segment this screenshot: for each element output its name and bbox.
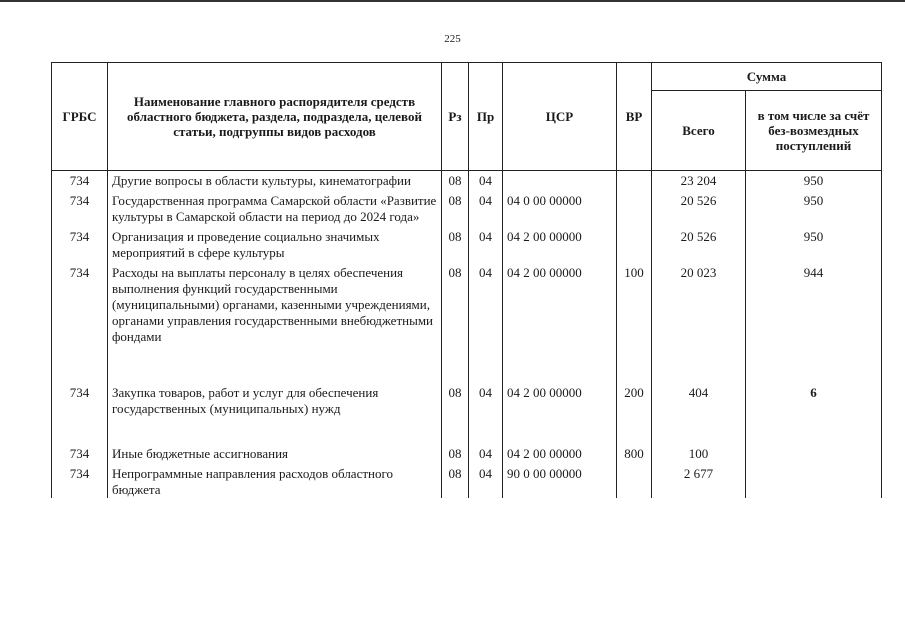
table-header bbox=[52, 63, 882, 171]
cell-pr: 04 bbox=[469, 385, 503, 446]
table-body bbox=[52, 171, 882, 499]
cell-incl: 950 bbox=[746, 171, 882, 194]
cell-rz: 08 bbox=[442, 171, 469, 194]
table-row bbox=[52, 229, 882, 265]
cell-csr: 04 0 00 00000 bbox=[503, 193, 617, 229]
cell-pr: 04 bbox=[469, 466, 503, 498]
cell-total: 100 bbox=[652, 446, 746, 466]
cell-rz: 08 bbox=[442, 385, 469, 446]
cell-total: 2 677 bbox=[652, 466, 746, 498]
table-row bbox=[52, 265, 882, 385]
header-pr: Пр bbox=[469, 63, 503, 171]
table-row bbox=[52, 193, 882, 229]
cell-csr: 04 2 00 00000 bbox=[503, 229, 617, 265]
cell-name: Государственная программа Самарской области «Развитие культуры в Самарской области на период до 2024 года» bbox=[108, 193, 442, 229]
cell-vr: 200 bbox=[617, 385, 652, 446]
budget-table bbox=[51, 62, 882, 498]
cell-vr: 100 bbox=[617, 265, 652, 385]
cell-name: Закупка товаров, работ и услуг для обеспечения государственных (муниципальных) нужд bbox=[108, 385, 442, 446]
cell-grbs: 734 bbox=[52, 265, 108, 385]
cell-grbs: 734 bbox=[52, 171, 108, 194]
cell-rz: 08 bbox=[442, 229, 469, 265]
table-row bbox=[52, 385, 882, 446]
cell-total: 20 023 bbox=[652, 265, 746, 385]
cell-vr bbox=[617, 466, 652, 498]
cell-total: 20 526 bbox=[652, 229, 746, 265]
cell-name: Расходы на выплаты персоналу в целях обеспечения выполнения функций государственными (муниципальными) органами, казенными учреждениями, органами управления государственными внебюджетными фондами bbox=[108, 265, 442, 385]
cell-name: Непрограммные направления расходов областного бюджета bbox=[108, 466, 442, 498]
cell-total: 20 526 bbox=[652, 193, 746, 229]
cell-rz: 08 bbox=[442, 265, 469, 385]
header-grbs: ГРБС bbox=[52, 63, 108, 171]
cell-pr: 04 bbox=[469, 265, 503, 385]
table-row bbox=[52, 171, 882, 194]
header-csr: ЦСР bbox=[503, 63, 617, 171]
table-row bbox=[52, 466, 882, 498]
cell-pr: 04 bbox=[469, 229, 503, 265]
cell-csr: 04 2 00 00000 bbox=[503, 446, 617, 466]
cell-rz: 08 bbox=[442, 193, 469, 229]
cell-rz: 08 bbox=[442, 446, 469, 466]
cell-pr: 04 bbox=[469, 171, 503, 194]
cell-vr bbox=[617, 229, 652, 265]
cell-rz: 08 bbox=[442, 466, 469, 498]
header-sum: Сумма bbox=[652, 63, 882, 91]
cell-incl: 944 bbox=[746, 265, 882, 385]
cell-name: Другие вопросы в области культуры, кинематографии bbox=[108, 171, 442, 194]
header-incl: в том числе за счёт без-возмездных поступлений bbox=[746, 91, 882, 171]
cell-pr: 04 bbox=[469, 193, 503, 229]
cell-grbs: 734 bbox=[52, 385, 108, 446]
header-name: Наименование главного распорядителя средств областного бюджета, раздела, подраздела, целевой статьи, подгруппы видов расходов bbox=[108, 63, 442, 171]
cell-csr bbox=[503, 171, 617, 194]
cell-grbs: 734 bbox=[52, 446, 108, 466]
top-rule bbox=[0, 0, 905, 2]
cell-vr bbox=[617, 193, 652, 229]
header-rz: Рз bbox=[442, 63, 469, 171]
header-total: Всего bbox=[652, 91, 746, 171]
header-vr: ВР bbox=[617, 63, 652, 171]
cell-vr: 800 bbox=[617, 446, 652, 466]
cell-grbs: 734 bbox=[52, 193, 108, 229]
cell-incl bbox=[746, 466, 882, 498]
cell-incl bbox=[746, 446, 882, 466]
table-row bbox=[52, 446, 882, 466]
cell-incl: 950 bbox=[746, 193, 882, 229]
cell-name: Организация и проведение социально значимых мероприятий в сфере культуры bbox=[108, 229, 442, 265]
page-number: 225 bbox=[444, 33, 461, 45]
cell-csr: 90 0 00 00000 bbox=[503, 466, 617, 498]
cell-vr bbox=[617, 171, 652, 194]
cell-csr: 04 2 00 00000 bbox=[503, 265, 617, 385]
cell-incl: 6 bbox=[746, 385, 882, 446]
cell-grbs: 734 bbox=[52, 229, 108, 265]
cell-csr: 04 2 00 00000 bbox=[503, 385, 617, 446]
cell-total: 23 204 bbox=[652, 171, 746, 194]
cell-incl: 950 bbox=[746, 229, 882, 265]
cell-grbs: 734 bbox=[52, 466, 108, 498]
cell-name: Иные бюджетные ассигнования bbox=[108, 446, 442, 466]
cell-pr: 04 bbox=[469, 446, 503, 466]
cell-total: 404 bbox=[652, 385, 746, 446]
